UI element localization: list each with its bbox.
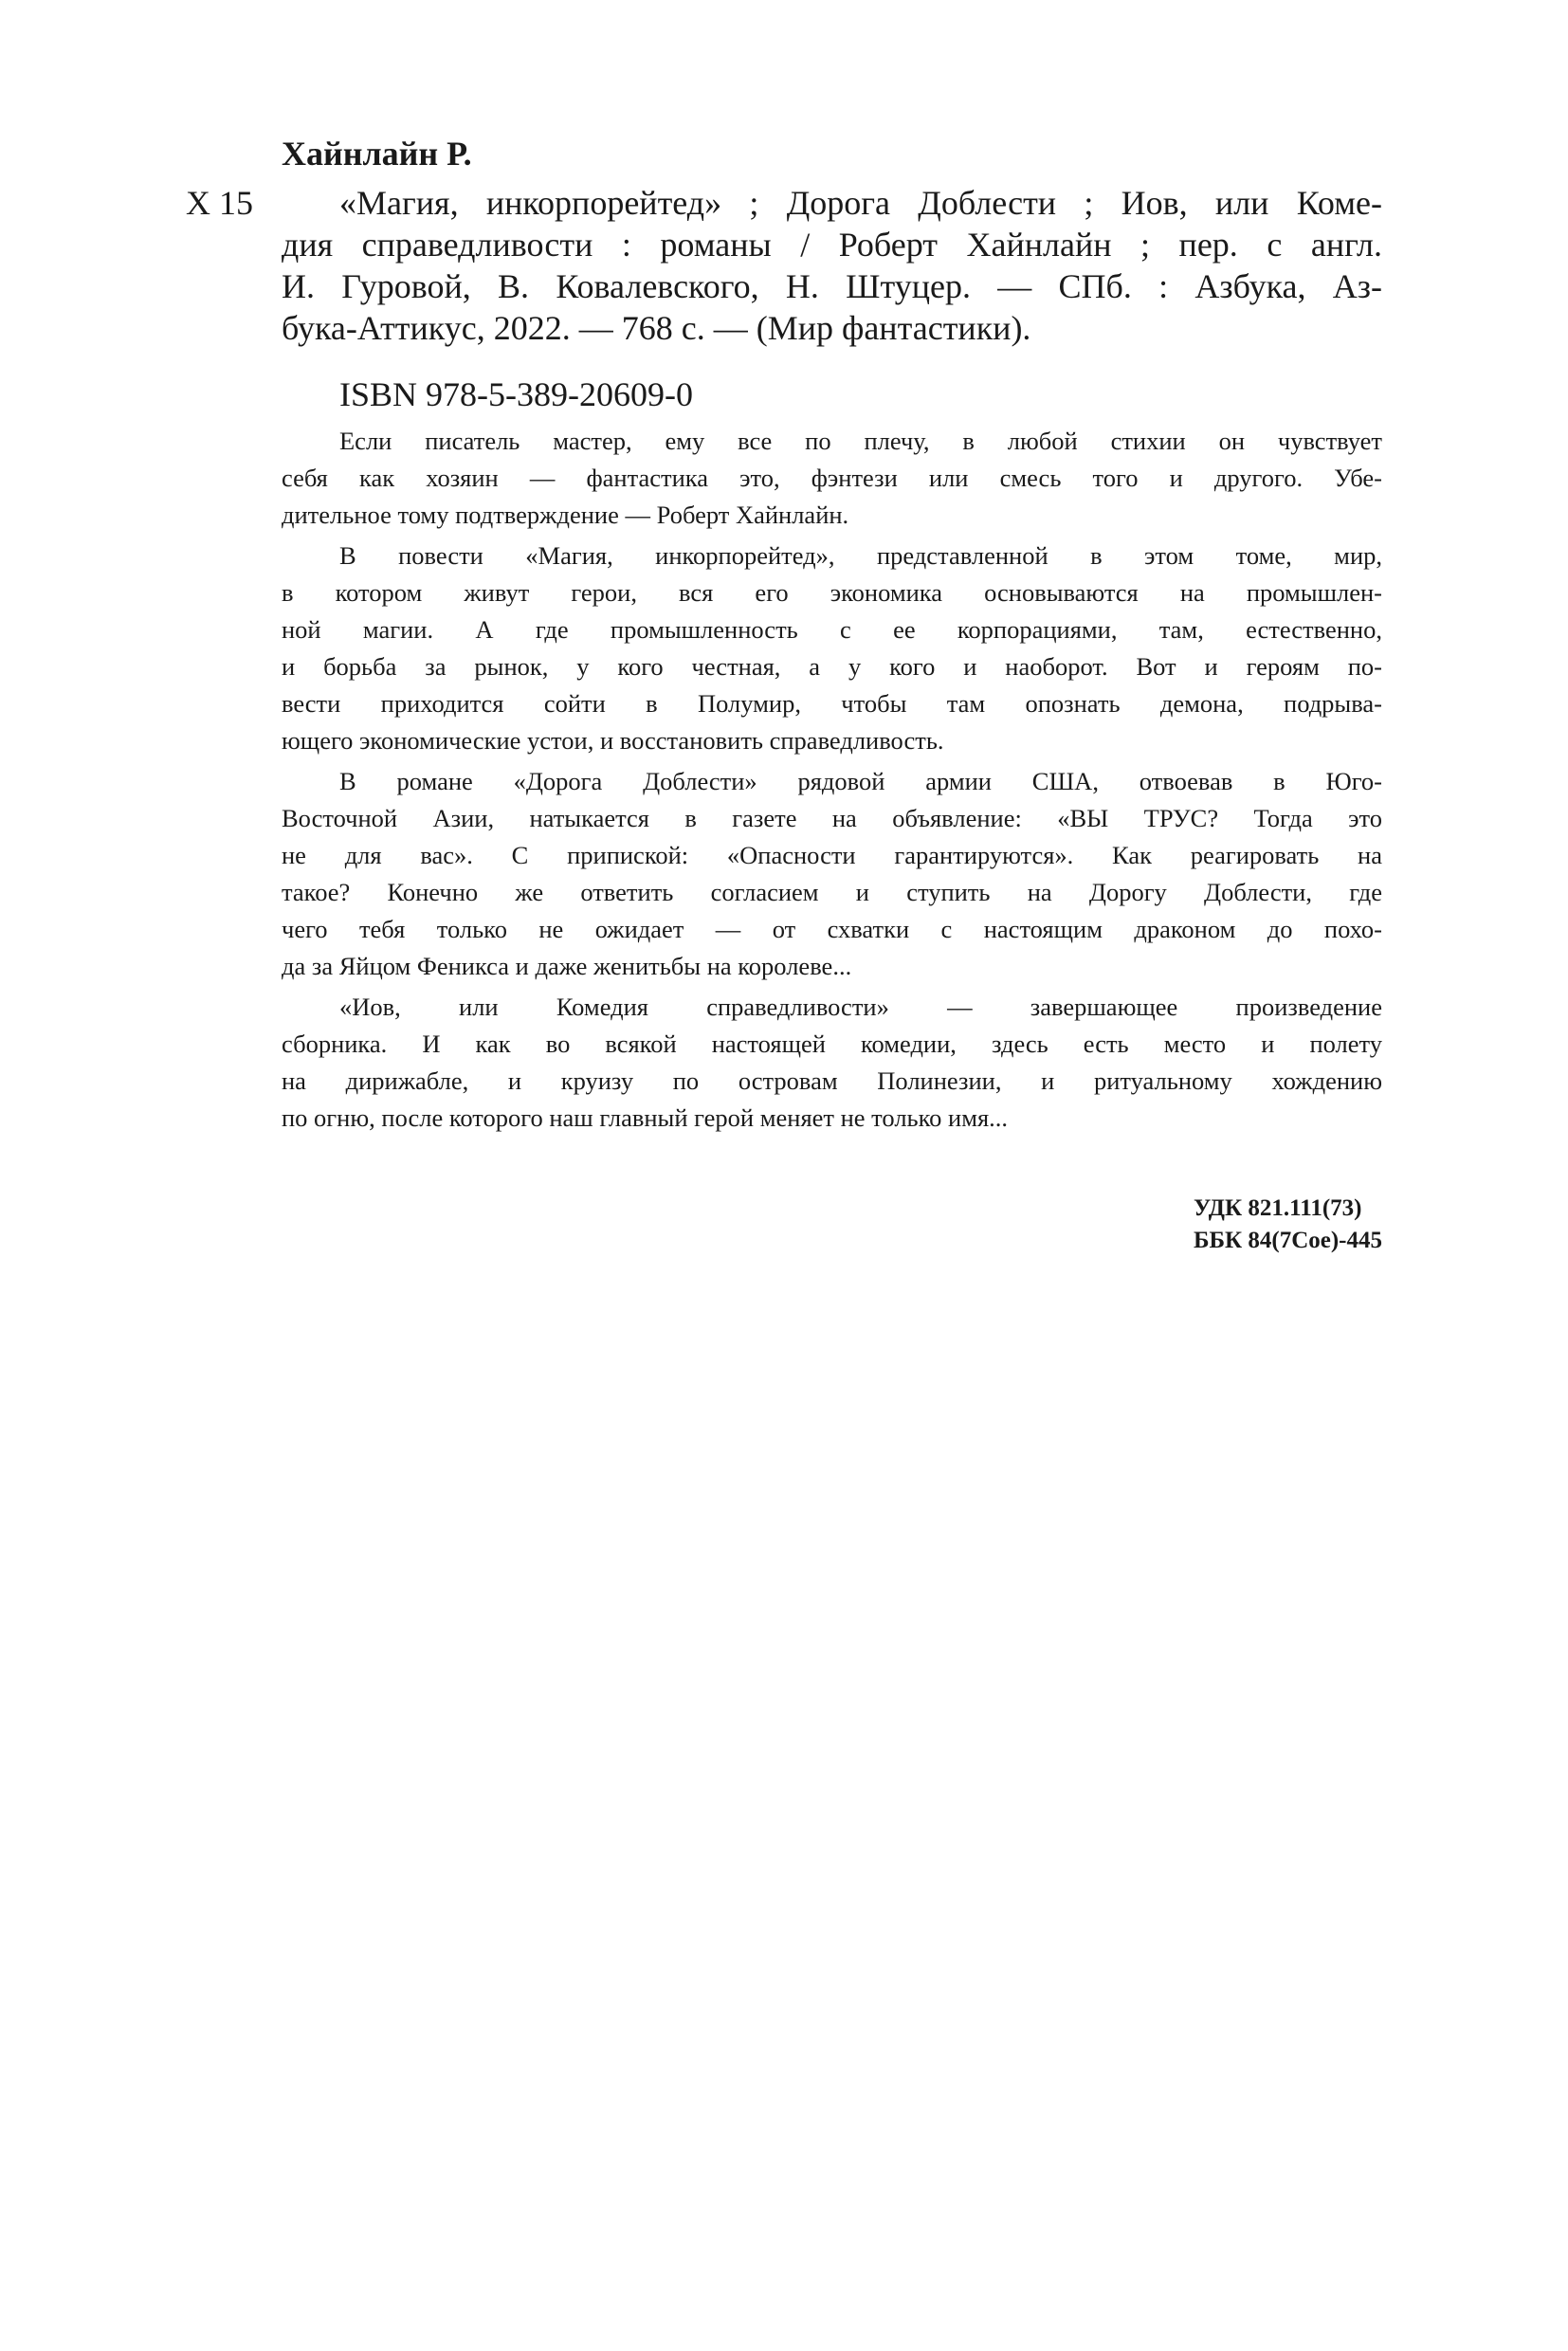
annotation-paragraph xyxy=(282,989,1382,1137)
annotation-line: В повести «Магия, инкорпорейтед», представленной в этом томе, мир, xyxy=(339,541,1382,570)
biblio-line: бука-Аттикус, 2022. — 768 с. — (Мир фантастики). xyxy=(282,309,1031,347)
annotation-line: Если писатель мастер, ему все по плечу, в любой стихии он чувствует xyxy=(339,427,1382,455)
annotation-paragraph xyxy=(282,763,1382,985)
annotation-line: чего тебя только не ожидает — от схватки с настоящим драконом до похо- xyxy=(282,915,1382,943)
annotation-line: по огню, после которого наш главный герой меняет не только имя... xyxy=(282,1103,1009,1132)
annotation-line: сборника. И как во всякой настоящей комедии, здесь есть место и полету xyxy=(282,1030,1382,1058)
biblio-line: И. Гуровой, В. Ковалевского, Н. Штуцер. — СПб. : Азбука, Аз- xyxy=(282,267,1382,305)
annotation-line: дительное тому подтверждение — Роберт Хайнлайн. xyxy=(282,501,849,529)
bibliographic-description xyxy=(282,182,1382,349)
author-heading: Хайнлайн Р. xyxy=(282,135,472,173)
annotation-line: себя как хозяин — фантастика это, фэнтези или смесь того и другого. Убе- xyxy=(282,464,1382,492)
annotation-line: в котором живут герои, вся его экономика основываются на промышлен- xyxy=(282,578,1382,607)
biblio-line: «Магия, инкорпорейтед» ; Дорога Доблести ; Иов, или Коме- xyxy=(339,184,1382,222)
annotation-paragraph xyxy=(282,423,1382,534)
udk-code: УДК 821.111(73) xyxy=(1193,1195,1362,1221)
annotation-line: не для вас». С припиской: «Опасности гарантируются». Как реагировать на xyxy=(282,841,1382,869)
annotation-line: да за Яйцом Феникса и даже женитьбы на королеве... xyxy=(282,952,852,980)
annotation xyxy=(282,423,1382,1140)
biblio-line: дия справедливости : романы / Роберт Хайнлайн ; пер. с англ. xyxy=(282,226,1382,264)
annotation-line: и борьба за рынок, у кого честная, а у кого и наоборот. Вот и героям по- xyxy=(282,652,1382,681)
annotation-line: «Иов, или Комедия справедливости» — завершающее произведение xyxy=(339,993,1382,1021)
annotation-line: ющего экономические устои, и восстановить справедливость. xyxy=(282,726,944,755)
annotation-line: Восточной Азии, натыкается в газете на объявление: «ВЫ ТРУС? Тогда это xyxy=(282,804,1382,832)
classification-codes xyxy=(1194,1193,1382,1257)
annotation-line: ной магии. А где промышленность с ее корпорациями, там, естественно, xyxy=(282,615,1382,644)
annotation-line: вести приходится сойти в Полумир, чтобы там опознать демона, подрыва- xyxy=(282,689,1382,718)
author-sign: Х 15 xyxy=(186,184,253,222)
bbk-code: ББК 84(7Сое)-445 xyxy=(1193,1228,1382,1253)
isbn: ISBN 978-5-389-20609-0 xyxy=(339,375,693,413)
annotation-line: В романе «Дорога Доблести» рядовой армии США, отвоевав в Юго- xyxy=(339,767,1382,795)
annotation-line: такое? Конечно же ответить согласием и ступить на Дорогу Доблести, где xyxy=(282,878,1382,906)
annotation-paragraph xyxy=(282,538,1382,759)
annotation-line: на дирижабле, и круизу по островам Полинезии, и ритуальному хождению xyxy=(282,1066,1382,1095)
